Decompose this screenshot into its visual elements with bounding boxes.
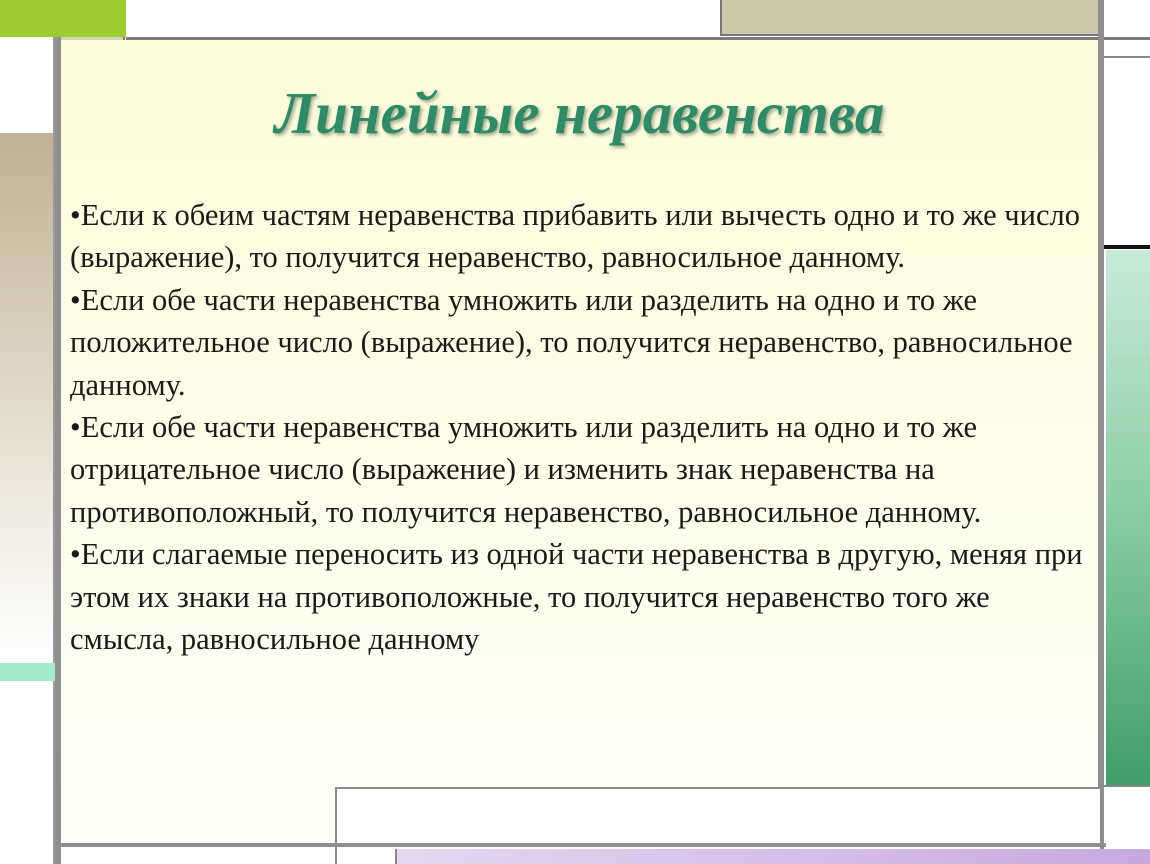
bullet-item: • Если слагаемые переносить из одной части неравенства в другую, меняя при этом их знаки на противоположные, то получится неравенство того же смысла, равносильное данному: [70, 533, 1095, 660]
slide-title: Линейные неравенства: [274, 80, 885, 146]
left-gradient-strip: [0, 133, 55, 663]
bottom-divider-line: [58, 843, 1106, 847]
bottom-purple-strip: [395, 849, 1150, 864]
bullet-item: • Если обе части неравенства умножить или разделить на одно и то же отрицательное число (выражение) и изменить знак неравенства на противоположный, то получится неравенство, равносильное данному.: [70, 406, 1095, 533]
top-left-panel: [0, 37, 55, 133]
green-corner-block: [0, 0, 126, 37]
left-bottom-panel: [0, 681, 55, 864]
right-vertical-line: [1098, 0, 1104, 864]
bullet-item: • Если к обеим частям неравенства прибавить или вычесть одно и то же число (выражение), то получится неравенство, равносильное данному.: [70, 194, 1095, 279]
bullet-item: • Если обе части неравенства умножить или разделить на одно и то же положительное число (выражение), то получится неравенство, равносильное данному.: [70, 279, 1095, 406]
right-black-line: [1104, 245, 1150, 249]
left-mint-strip: [0, 663, 55, 681]
top-right-divider-line: [1102, 56, 1150, 58]
bullet-list: [70, 194, 1095, 660]
top-right-tan-block: [720, 0, 1102, 36]
right-green-gradient-strip: [1106, 250, 1150, 785]
